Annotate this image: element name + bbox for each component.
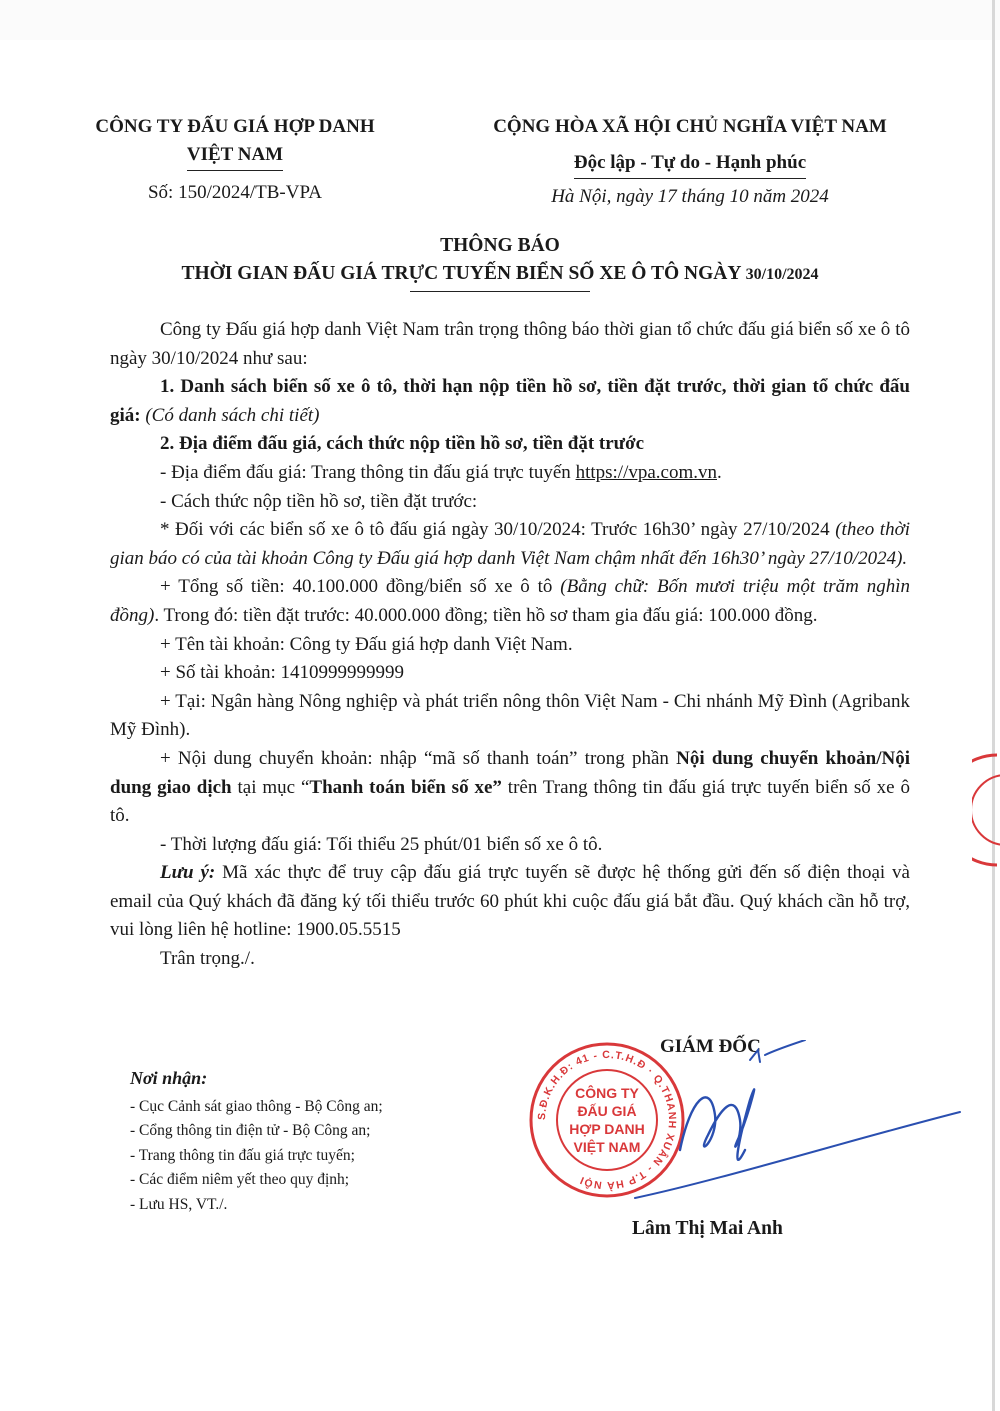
edge-seal-fragment bbox=[972, 750, 1000, 870]
transfer-text-3: trên Trang thông tin đấu giá trực tuyến biển số xe ô tô. bbox=[110, 776, 911, 827]
transfer-section-name: Thanh toán biển số xe” bbox=[309, 776, 502, 798]
amount-breakdown: . Trong đó: tiền đặt trước: 40.000.000 đồng; tiền hồ sơ tham gia đấu giá: 100.000 đồng. bbox=[154, 604, 818, 626]
seal-line3: HỢP DANH bbox=[569, 1121, 645, 1137]
recipient-item: - Cục Cảnh sát giao thông - Bộ Công an; bbox=[130, 1097, 383, 1115]
section-1-note: (Có danh sách chi tiết) bbox=[140, 404, 320, 426]
section-2-heading: 2. Địa điểm đấu giá, cách thức nộp tiền hồ sơ, tiền đặt trước bbox=[160, 433, 645, 455]
location-suffix: . bbox=[717, 461, 722, 483]
transfer-field-name: Nội dung chuyển khoản/Nội dung giao dịch bbox=[110, 747, 910, 798]
title-line2-main: THỜI GIAN ĐẤU GIÁ TRỰC TUYẾN BIỂN SỐ XE Ô TÔ NGÀY bbox=[181, 263, 746, 284]
document-number: Số: 150/2024/TB-VPA bbox=[147, 182, 323, 203]
total-amount-paragraph bbox=[110, 573, 910, 630]
transfer-text-1: + Nội dung chuyển khoản: nhập “mã số thanh toán” trong phần bbox=[160, 747, 677, 769]
account-name-line: + Tên tài khoản: Công ty Đấu giá hợp danh Việt Nam. bbox=[160, 633, 573, 655]
signatory-title: GIÁM ĐỐC bbox=[660, 1036, 761, 1057]
note-label: Lưu ý: bbox=[160, 862, 216, 884]
notice-body bbox=[110, 316, 910, 974]
national-motto: Độc lập - Tự do - Hạnh phúc bbox=[574, 149, 806, 179]
place-date: Hà Nội, ngày 17 tháng 10 năm 2024 bbox=[551, 186, 829, 207]
intro-paragraph: Công ty Đấu giá hợp danh Việt Nam trân trọng thông báo thời gian tổ chức đấu giá biển số xe ô tô ngày 30/10/2024 như sau: bbox=[110, 319, 910, 369]
company-name-line2: VIỆT NAM bbox=[187, 141, 283, 171]
deadline-paragraph bbox=[110, 516, 910, 573]
recipient-item: - Lưu HS, VT./. bbox=[130, 1195, 228, 1213]
handwritten-signature bbox=[600, 1040, 970, 1220]
location-label: - Địa điểm đấu giá: Trang thông tin đấu giá trực tuyến bbox=[160, 461, 576, 483]
title-underline bbox=[410, 291, 590, 292]
account-number-line: + Số tài khoản: 1410999999999 bbox=[160, 662, 404, 684]
seal-line2: ĐẤU GIÁ bbox=[577, 1103, 637, 1119]
country-name: CỘNG HÒA XÃ HỘI CHỦ NGHĨA VIỆT NAM bbox=[493, 116, 887, 137]
company-name-line1: CÔNG TY ĐẤU GIÁ HỢP DANH bbox=[95, 116, 375, 137]
seal-ring-text: S.Đ.K.H.Đ: 41 - C.T.H.Đ · Q.THANH XUÂN - T.P HÀ NỘI bbox=[535, 1048, 679, 1192]
recipient-item: - Các điểm niêm yết theo quy định; bbox=[130, 1171, 350, 1188]
recipients-label: Nơi nhận: bbox=[130, 1068, 208, 1088]
note-text: Mã xác thực để truy cập đấu giá trực tuyến sẽ được hệ thống gửi đến số điện thoại và email của Quý khách đã đăng ký tối thiểu trước 60 phút khi cuộc đấu giá bắt đầu. Quý khách cần hỗ trợ, vui lòng liên hệ hotline: 1900.05.5515 bbox=[110, 862, 910, 941]
recipient-item: - Cổng thông tin điện tử - Bộ Công an; bbox=[130, 1122, 371, 1139]
closing-line: Trân trọng./. bbox=[160, 948, 255, 970]
deadline-note: (theo thời gian báo có của tài khoản Công ty Đấu giá hợp danh Việt Nam chậm nhất đến 16h30’ ngày 27/10/2024). bbox=[110, 519, 910, 569]
recipients-block bbox=[130, 1066, 510, 1217]
total-amount: + Tổng số tiền: 40.100.000 đồng/biển số xe ô tô bbox=[160, 576, 561, 598]
notice-title bbox=[100, 232, 900, 292]
signatory-name: Lâm Thị Mai Anh bbox=[632, 1218, 783, 1239]
total-in-words: (Bằng chữ: Bốn mươi triệu một trăm nghìn đồng) bbox=[110, 576, 910, 626]
note-paragraph bbox=[110, 859, 910, 945]
location-line bbox=[110, 459, 910, 488]
payment-method-line: - Cách thức nộp tiền hồ sơ, tiền đặt trước: bbox=[160, 490, 478, 512]
deadline-text: * Đối với các biển số xe ô tô đấu giá ngày 30/10/2024: Trước 16h30’ ngày 27/10/2024 bbox=[160, 519, 836, 541]
seal-line1: CÔNG TY bbox=[575, 1085, 639, 1101]
title-line1: THÔNG BÁO bbox=[440, 235, 560, 256]
title-line2 bbox=[100, 260, 900, 289]
national-header bbox=[440, 113, 940, 211]
title-date: 30/10/2024 bbox=[745, 266, 819, 283]
transfer-content-paragraph bbox=[110, 745, 910, 831]
issuer-block bbox=[60, 113, 410, 207]
seal-line4: VIỆT NAM bbox=[573, 1139, 641, 1155]
transfer-text-2: tại mục “ bbox=[231, 776, 310, 798]
location-link[interactable]: https://vpa.com.vn bbox=[575, 461, 717, 483]
section-1-heading: 1. Danh sách biển số xe ô tô, thời hạn nộp tiền hồ sơ, tiền đặt trước, thời gian tổ chức đấu giá: bbox=[110, 376, 910, 426]
section-1 bbox=[110, 373, 910, 430]
recipient-item: - Trang thông tin đấu giá trực tuyến; bbox=[130, 1146, 355, 1164]
bank-line: + Tại: Ngân hàng Nông nghiệp và phát triển nông thôn Việt Nam - Chi nhánh Mỹ Đình (Agribank Mỹ Đình). bbox=[110, 690, 910, 741]
duration-line: - Thời lượng đấu giá: Tối thiểu 25 phút/01 biển số xe ô tô. bbox=[160, 833, 603, 855]
